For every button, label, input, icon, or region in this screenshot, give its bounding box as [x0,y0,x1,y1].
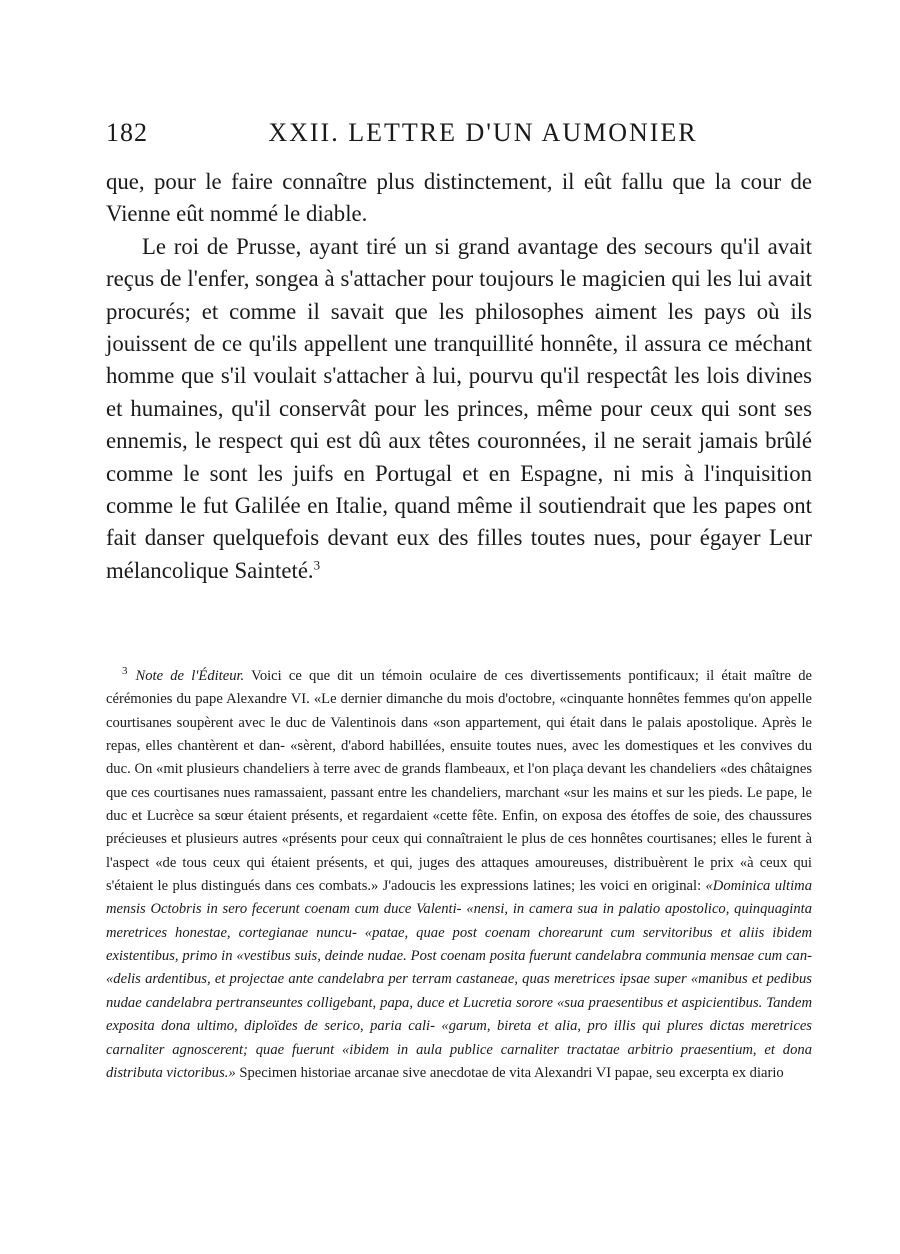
running-title: XXII. LETTRE D'UN AUMONIER [268,118,698,147]
page-number: 182 [106,118,148,147]
paragraph-continuation: que, pour le faire connaître plus distinctement, il eût fallu que la cour de Vienne eût nommé le diable. [106,169,812,227]
footnote-lead: Note de l'Éditeur. [135,668,245,684]
footnote-paragraph [106,665,812,1085]
footnote-reference[interactable]: 3 [313,557,321,573]
page-header [106,118,812,158]
footnote-latin-text: «Dominica ultima mensis Octobris in sero fecerunt coenam cum duce Valenti- «nensi, in camera sua in palatio apostolico, quinquaginta meretrices honestae, cortegianae nuncu- «patae, quae post coenam chorearunt cum servitoribus et aliis ibidem existentibus, primo in «vestibus suis, deinde nudae. Post coenam posita fuerunt candelabra communia mensae cum can- «delis ardentibus, et projectae ante candelabra per terram castaneae, quas meretrices ipsae super «manibus et pedibus nudae candelabra pertranseuntes colligebant, papa, duce et Lucretia sorore «sua praesentibus et aspicientibus. Tandem exposita dona ultimo, diploïdes de serico, paria cali- «garum, bireta et alia, pro illis qui plures dictas meretrices carnaliter agnoscerent; quae fuerunt «ibidem in aula publice carnaliter tractatae arbitrio praesentium, et dona distributa victoribus.» [106,878,812,1081]
footnote-source-text: Specimen historiae arcanae sive anecdotae de vita Alexandri VI papae, seu excerpta ex diario [239,1064,784,1081]
paragraph-roi-de-prusse [106,231,812,587]
footnote-number: 3 [122,665,128,678]
paragraph-text: Le roi de Prusse, ayant tiré un si grand avantage des secours qu'il avait reçus de l'enfer, songea à s'attacher pour toujours le magicien qui les lui avait procurés; et comme il savait que les philosophes aiment les pays où ils jouissent de ce qu'ils appellent une tranquillité honnête, il assura ce méchant homme que s'il voulait s'attacher à lui, pourvu qu'il respectât les lois divines et humaines, qu'il conservât pour les princes, même pour ceux qui sont ses ennemis, le respect qui est dû aux têtes couronnées, il ne serait jamais brûlé comme le sont les juifs en Portugal et en Espagne, ni mis à l'inquisition comme le fut Galilée en Italie, quand même il soutiendrait que les papes ont fait danser quelquefois devant eux des filles toutes nues, pour égayer Leur mélancolique Sainteté. [106,233,812,583]
footnote-french-text: Voici ce que dit un témoin oculaire de ces divertissements pontificaux; il était maître de cérémonies du pape Alexandre VI. «Le dernier dimanche du mois d'octobre, «cinquante honnêtes femmes qu'on appelle courtisanes soupèrent avec le duc de Valentinois dans «son appartement, qui était dans le palais apostolique. Après le repas, elles chantèrent et dan- «sèrent, d'abord habillées, ensuite toutes nues, avec les domestiques et les convives du duc. On «mit plusieurs chandeliers à terre avec de grands flambeaux, et l'on plaça devant les chandeliers «des châtaignes que ces courtisanes nues ramassaient, passant entre les chandeliers, marchant «sur les mains et sur les pieds. Le pape, le duc et Lucrèce sa sœur étaient présents, et regardaient «cette fête. Enfin, on exposa des étoffes de soie, des chaussures précieuses et plusieurs autres «présents pour ceux qui connaîtraient le plus de ces honnêtes courtisanes; elles le furent à l'aspect «de tous ceux qui étaient présents, et qui, juges des attaques amoureuses, distribuèrent le prix «à ceux qui s'étaient le plus distingués dans ces combats.» J'adoucis les expressions latines; les voici en original: [106,668,812,895]
footnote [106,665,812,1085]
main-text [106,166,812,587]
